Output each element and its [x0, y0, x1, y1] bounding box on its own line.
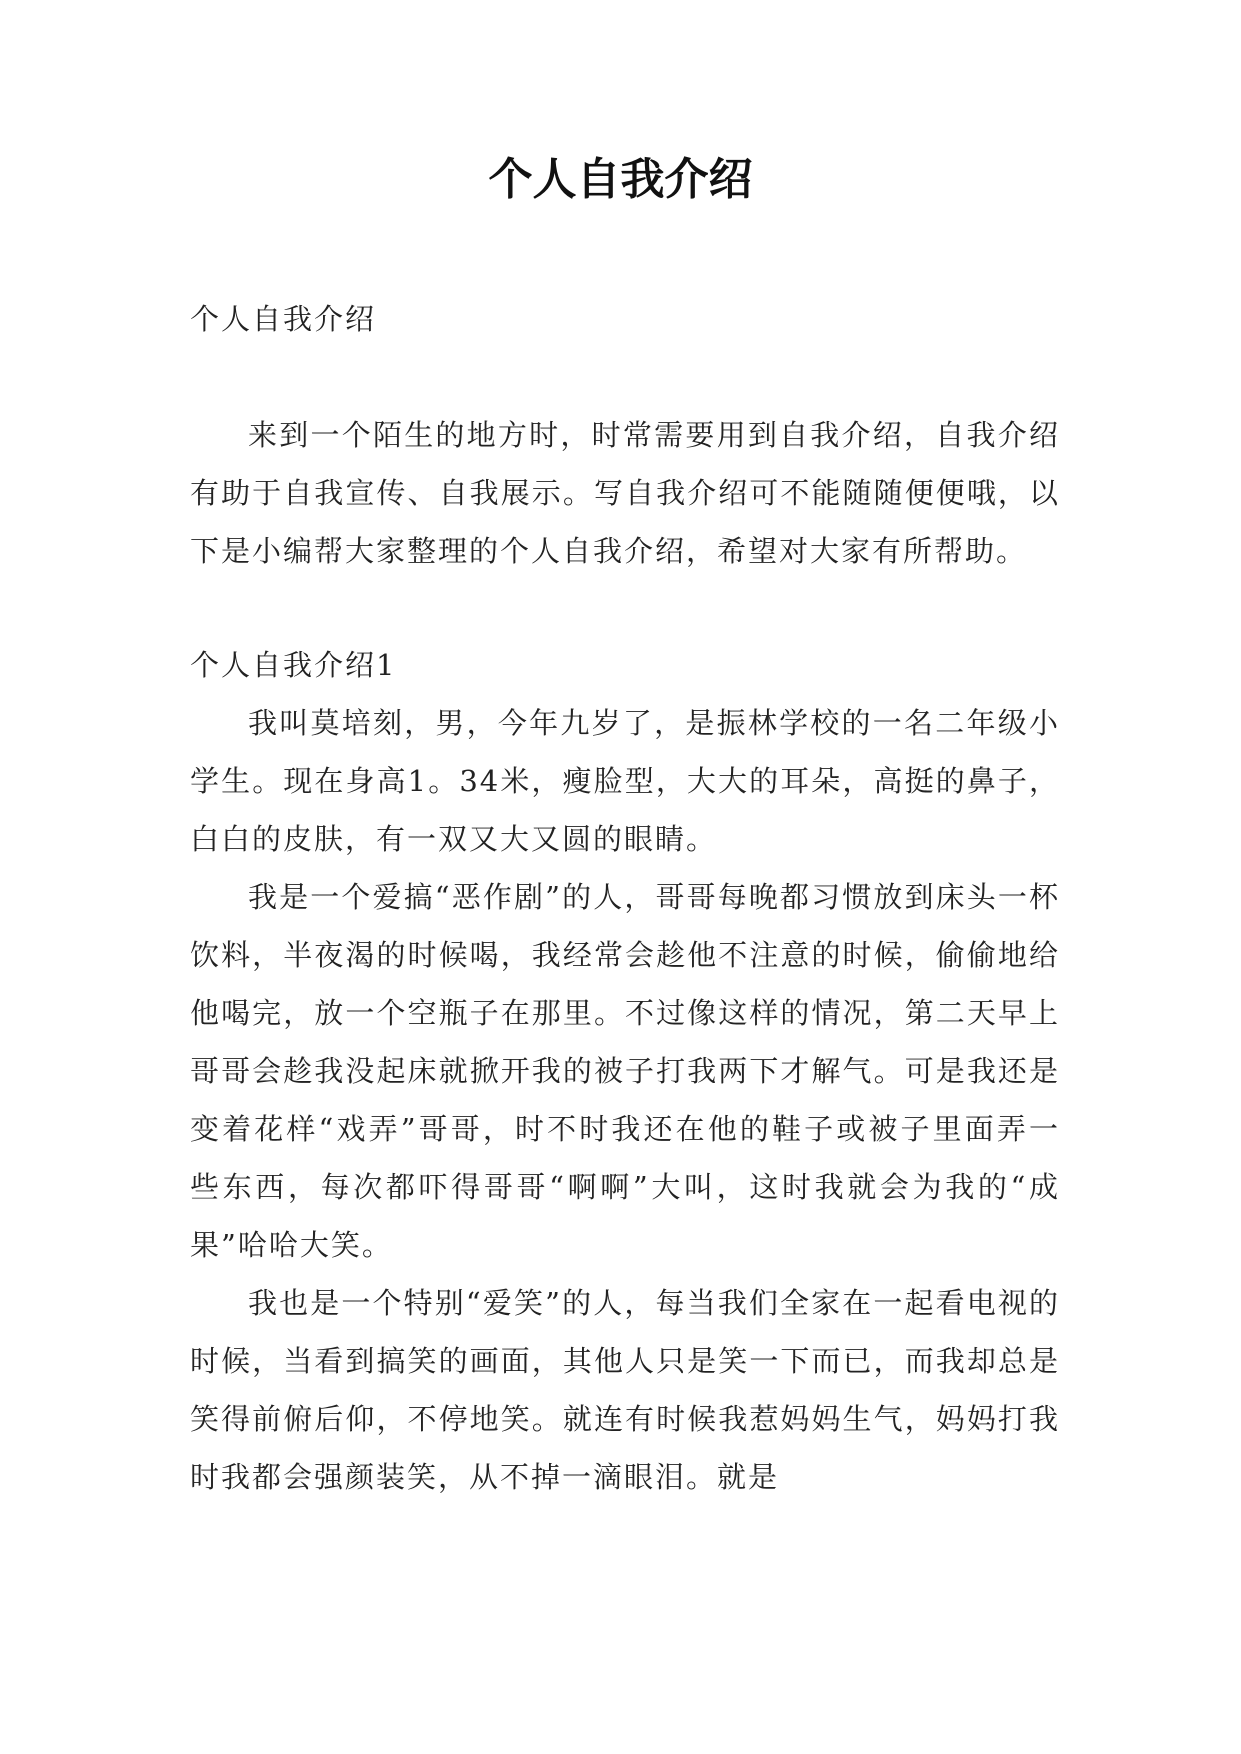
- document-subtitle: 个人自我介绍: [190, 302, 377, 336]
- intro-paragraph: 来到一个陌生的地方时，时常需要用到自我介绍，自我介绍有助于自我宣传、自我展示。写自我介绍可不能随随便便哦，以下是小编帮大家整理的个人自我介绍，希望对大家有所帮助。: [190, 418, 1060, 568]
- section-paragraph: 我也是一个特别“爱笑”的人，每当我们全家在一起看电视的时候，当看到搞笑的画面，其他人只是笑一下而已，而我却总是笑得前俯后仰，不停地笑。就连有时候我惹妈妈生气，妈妈打我时我都会强颜装笑，从不掉一滴眼泪。就是: [190, 1286, 1060, 1494]
- section-paragraph: 我叫莫培刻，男，今年九岁了，是振林学校的一名二年级小学生。现在身高1。34米，瘦脸型，大大的耳朵，高挺的鼻子，白白的皮肤，有一双又大又圆的眼睛。: [190, 706, 1060, 856]
- section-paragraph: 我是一个爱搞“恶作剧”的人，哥哥每晚都习惯放到床头一杯饮料，半夜渴的时候喝，我经常会趁他不注意的时候，偷偷地给他喝完，放一个空瓶子在那里。不过像这样的情况，第二天早上哥哥会趁我没起床就掀开我的被子打我两下才解气。可是我还是变着花样“戏弄”哥哥，时不时我还在他的鞋子或被子里面弄一些东西，每次都吓得哥哥“啊啊”大叫，这时我就会为我的“成果”哈哈大笑。: [190, 880, 1060, 1262]
- document-title: 个人自我介绍: [488, 154, 753, 205]
- section-heading: 个人自我介绍1: [190, 648, 397, 682]
- document-body: [190, 290, 1060, 1506]
